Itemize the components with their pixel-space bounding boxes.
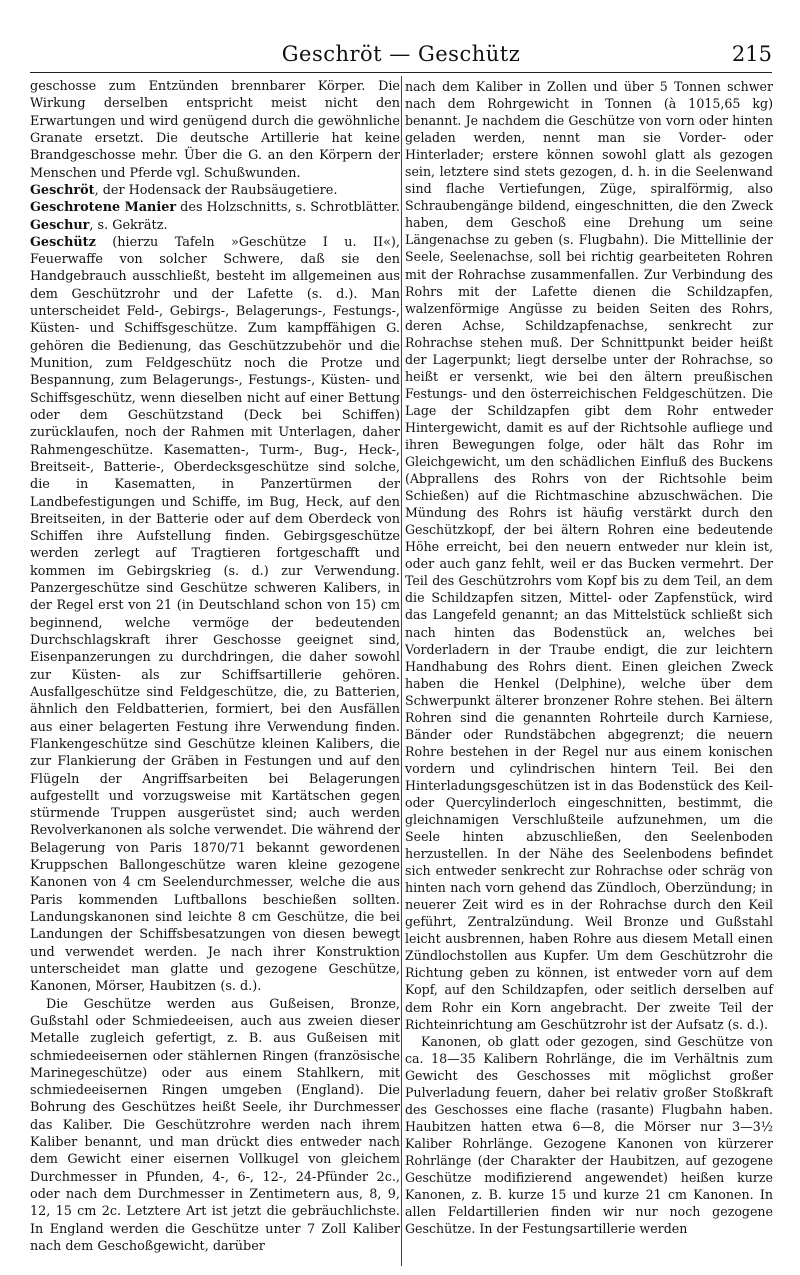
entry-geschroet: [30, 182, 400, 199]
page-number: 215: [731, 42, 772, 66]
column-divider: [401, 76, 402, 1266]
running-title: Geschröt — Geschütz: [281, 42, 521, 66]
entry-text: (hierzu Tafeln »Geschütze I u. II«), Feuerwaffe von solcher Schwere, daß sie den Handgebrauch ausschließt, besteht im allgemeinen aus dem Geschützrohr und der Lafette (s. d.). Man unterscheidet Feld-, Gebirgs-, Belagerungs-, Festungs-, Küsten- und Schiffsgeschütze. Zum kampffähigen G. gehören die Bedienung, das Geschützzubehör und die Munition, zum Feldgeschütz noch die Protze und Bespannung, zum Belagerungs-, Festungs-, Küsten- und Schiffsgeschütz, wenn dieselben nicht auf einer Bettung oder dem Geschützstand (Deck bei Schiffen) zurücklaufen, noch der Rahmen mit Unterlagen, daher Rahmengeschütze. Kasematten-, Turm-, Bug-, Heck-, Breitseit-, Batterie-, Oberdecksgeschütze sind solche, die in Kasematten, in Panzertürmen der Landbefestigungen und Schiffe, im Bug, Heck, auf den Breitseiten, in der Batterie oder auf dem Oberdeck von Schiffen ihre Aufstellung finden. Gebirgsgeschütze werden zerlegt auf Tragtieren fortgeschafft und kommen im Gebirgskrieg (s. d.) zur Verwendung. Panzergeschütze sind Geschütze schweren Kalibers, in der Regel erst von 21 (in Deutschland schon von 15) cm beginnend, welche vermöge der bedeutenden Durchschlagskraft ihrer Geschosse geeignet sind, Eisenpanzerungen zu durchdringen, die daher sowohl zur Küsten- als zur Schiffsartillerie gehören. Ausfallgeschütze sind Feldgeschütze, die, zu Batterien, ähnlich den Feldbatterien, formiert, bei den Ausfällen aus einer belagerten Festung ihre Verwendung finden. Flankengeschütze sind Geschütze kleinen Kalibers, die zur Flankierung der Gräben in Festungen und auf den Flügeln der Angriffsarbeiten bei Belagerungen aufgestellt und vorzugsweise mit Kartätschen gegen stürmende Truppen ausgerüstet sind; auch werden Revolverkanonen als solche verwendet. Die während der Belagerung von Paris 1870/71 bekannt gewordenen Kruppschen Ballongeschütze waren kleine gezogene Kanonen von 4 cm Seelendurchmesser, welche die aus Paris kommenden Luftballons beschießen sollten. Landungskanonen sind leichte 8 cm Geschütze, die bei Landungen der Schiffsbesatzungen von diesen bewegt und verwendet werden. Je nach ihrer Konstruktion unterscheidet man glatte und gezogene Geschütze, Kanonen, Mörser, Haubitzen (s. d.).: [30, 234, 401, 995]
entry-geschuetz: [30, 234, 400, 996]
entry-geschur: [30, 217, 400, 234]
entry-headword: Geschröt: [30, 182, 95, 198]
paragraph-naming: nach dem Kaliber in Zollen und über 5 Tonnen schwer nach dem Rohrgewicht in Tonnen (à 1015,65 kg) benannt. Je nachdem die Geschütze von vorn oder hinten geladen werden, nennt man sie Vorder- oder Hinterlader; erstere können sowohl glatt als gezogen sein, letztere sind stets gezogen, d. h. in die Seelenwand sind flache Vertiefungen, Züge, spiralförmig, also Schraubengänge bildend, eingeschnitten, die den Zweck haben, dem Geschoß eine Drehung um seine Längenachse zu geben (s. Flugbahn). Die Mittellinie der Seele, Seelenachse, soll bei richtig gearbeiteten Rohren mit der Rohrachse zusammenfallen. Zur Verbindung des Rohrs mit der Lafette dienen die Schildzapfen, walzenförmige Angüsse zu beiden Seiten des Rohrs, deren Achse, Schildzapfenachse, senkrecht zur Rohrachse stehen muß. Der Schnittpunkt beider heißt der Lagerpunkt; liegt derselbe unter der Rohrachse, so heißt er versenkt, wie bei den ältern preußischen Festungs- und den österreichischen Feldgeschützen. Die Lage der Schildzapfen gibt dem Rohr entweder Hintergewicht, damit es auf der Richtsohle aufliege und ihren Bewegungen folge, oder hält das Rohr im Gleichgewicht, um den schädlichen Einfluß des Buckens (Abprallens des Rohrs von der Richtsohle beim Schießen) auf die Richtmaschine abzuschwächen. Die Mündung des Rohrs ist häufig verstärkt durch den Geschützkopf, der bei ältern Rohren eine bedeutende Höhe erreicht, bei den neuern entweder nur klein ist, oder auch ganz fehlt, weil er das Bucken vermehrt. Der Teil des Geschützrohrs vom Kopf bis zu dem Teil, an dem die Schildzapfen sitzen, Mittel- oder Zapfenstück, wird das Langefeld genannt; an das Mittelstück schließt sich nach hinten das Bodenstück an, welches bei Vorderladern in der Traube endigt, die zur leichtern Handhabung des Rohrs dient. Einen gleichen Zweck haben die Henkel (Delphine), welche über dem Schwerpunkt älterer bronzener Rohre stehen. Bei ältern Rohren sind die genannten Rohrteile durch Karniese, Bänder oder Rundstäbchen abgegrenzt; die neuern Rohre bestehen in der Regel nur aus einem konischen vordern und cylindrischen hintern Teil. Bei den Hinterladungsgeschützen ist in das Bodenstück des Keil- oder Quercylinderloch eingeschnitten, bestimmt, die gleichnamigen Verschlußteile aufzunehmen, um die Seele hinten abzuschließen, den Seelenboden herzustellen. In der Nähe des Seelenbodens befindet sich entweder senkrecht zur Rohrachse oder schräg von hinten nach vorn gehend das Zündloch, Oberzündung; in neuerer Zeit wird es in der Rohrachse durch den Keil geführt, Zentralzündung. Weil Bronze und Gußstahl leicht ausbrennen, haben Rohre aus diesem Metall einen Zündlochstollen aus Kupfer. Um dem Geschützrohr die Richtung geben zu können, ist entweder vorn auf dem Kopf, auf den Schildzapfen, oder seitlich derselben auf dem Rohr ein Korn angebracht. Der zweite Teil der Richteinrichtung am Geschützrohr ist der Aufsatz (s. d.).: [405, 79, 773, 1032]
page-header: [30, 42, 772, 70]
left-column: [30, 78, 400, 1255]
entry-headword: Geschütz: [30, 234, 96, 250]
entry-text: , der Hodensack der Raubsäugetiere.: [94, 182, 338, 198]
entry-headword: Geschrotene Manier: [30, 200, 177, 216]
entry-text: des Holzschnitts, s. Schrotblätter.: [176, 200, 400, 216]
paragraph-kanonen: Kanonen, ob glatt oder gezogen, sind Geschütze von ca. 18—35 Kalibern Rohrlänge, die im Verhältnis zum Gewicht des Geschosses mit möglichst großer Pulverladung feuern, daher bei relativ großer Stoßkraft des Geschosses eine flache (rasante) Flugbahn haben. Haubitzen hatten etwa 6—8, die Mörser nur 3—3½ Kaliber Rohrlänge. Gezogene Kanonen von kürzerer Rohrlänge (der Charakter der Haubitzen, auf gezogene Geschütze modifizierend angewendet) heißen kurze Kanonen, z. B. kurze 15 und kurze 21 cm Kanonen. In allen Feldartillerien finden wir nur noch gezogene Geschütze. In der Festungsartillerie werden: [405, 1033, 773, 1237]
right-column: [405, 78, 773, 1237]
paragraph-continuation: geschosse zum Entzünden brennbarer Körper. Die Wirkung derselben entspricht meist nicht den Erwartungen und wird genügend durch die gewöhnliche Granate ersetzt. Die deutsche Artillerie hat keine Brandgeschosse mehr. Über die G. an den Körpern der Menschen und Pferde vgl. Schußwunden.: [30, 79, 400, 181]
header-rule: [30, 72, 772, 73]
entry-geschrotene-manier: [30, 199, 400, 216]
entry-text: , s. Gekrätz.: [89, 217, 168, 233]
entry-headword: Geschur: [30, 217, 90, 233]
paragraph-materials: Die Geschütze werden aus Gußeisen, Bronze, Gußstahl oder Schmiedeeisen, auch aus zweien dieser Metalle zugleich gefertigt, z. B. aus Gußeisen mit schmiedeeisernen oder stählernen Ringen (französische Marinegeschütze) oder aus einem Stahlkern, mit schmiedeeisernen Ringen umgeben (England). Die Bohrung des Geschützes heißt Seele, ihr Durchmesser das Kaliber. Die Geschützrohre werden nach ihrem Kaliber benannt, und man drückt dies entweder nach dem Gewicht einer eisernen Vollkugel von gleichem Durchmesser in Pfunden, 4-, 6-, 12-, 24-Pfünder 2c., oder nach dem Durchmesser in Zentimetern aus, 8, 9, 12, 15 cm 2c. Letztere Art ist jetzt die gebräuchlichste. In England werden die Geschütze unter 7 Zoll Kaliber nach dem Geschoßgewicht, darüber: [30, 996, 400, 1254]
